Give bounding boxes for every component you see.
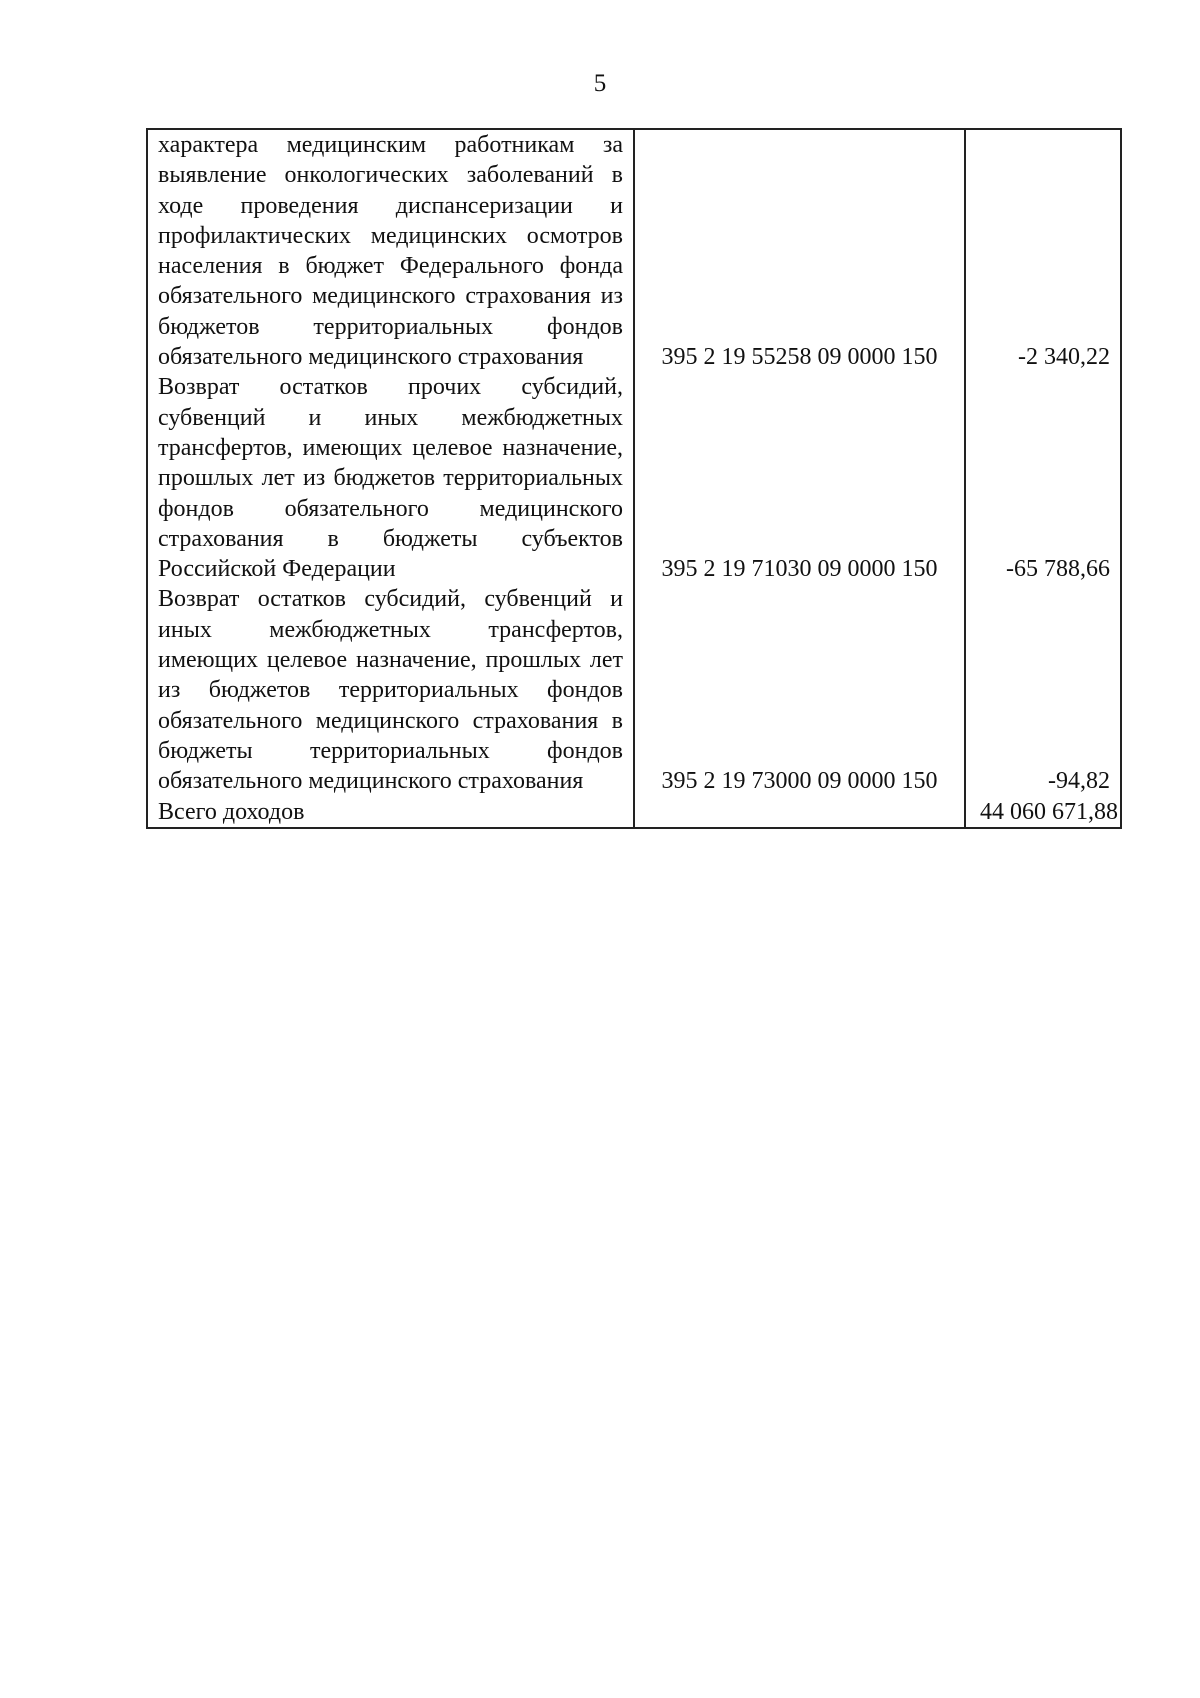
total-code-cell: [634, 797, 965, 828]
amount-cell: -2 340,22: [965, 129, 1121, 372]
page-number: 5: [593, 70, 607, 97]
table-row: [147, 584, 1121, 796]
income-name-cell: Возврат остатков субсидий, субвенций и иных межбюджетных трансфертов, имеющих целевое назначение, прошлых лет из бюджетов территориальных фондов обязательного медицинского страхования в бюджеты территориальных фондов обязательного медицинского страхования: [147, 584, 634, 796]
total-row: [147, 797, 1121, 828]
budget-code-cell: 395 2 19 71030 09 0000 150: [634, 372, 965, 584]
amount-cell: -65 788,66: [965, 372, 1121, 584]
income-name-cell: Возврат остатков прочих субсидий, субвенций и иных межбюджетных трансфертов, имеющих целевое назначение, прошлых лет из бюджетов территориальных фондов обязательного медицинского страхования в бюджеты субъектов Российской Федерации: [147, 372, 634, 584]
amount-cell: -94,82: [965, 584, 1121, 796]
income-name-cell: характера медицинским работникам за выявление онкологических заболеваний в ходе проведения диспансеризации и профилактических медицинских осмотров населения в бюджет Федерального фонда обязательного медицинского страхования из бюджетов территориальных фондов обязательного медицинского страхования: [147, 129, 634, 372]
budget-code-cell: 395 2 19 73000 09 0000 150: [634, 584, 965, 796]
total-label-cell: Всего доходов: [147, 797, 634, 828]
budget-code-cell: 395 2 19 55258 09 0000 150: [634, 129, 965, 372]
table-row: [147, 372, 1121, 584]
total-amount-cell: 44 060 671,88: [965, 797, 1121, 828]
table-row: [147, 129, 1121, 372]
income-table: [146, 128, 1122, 829]
